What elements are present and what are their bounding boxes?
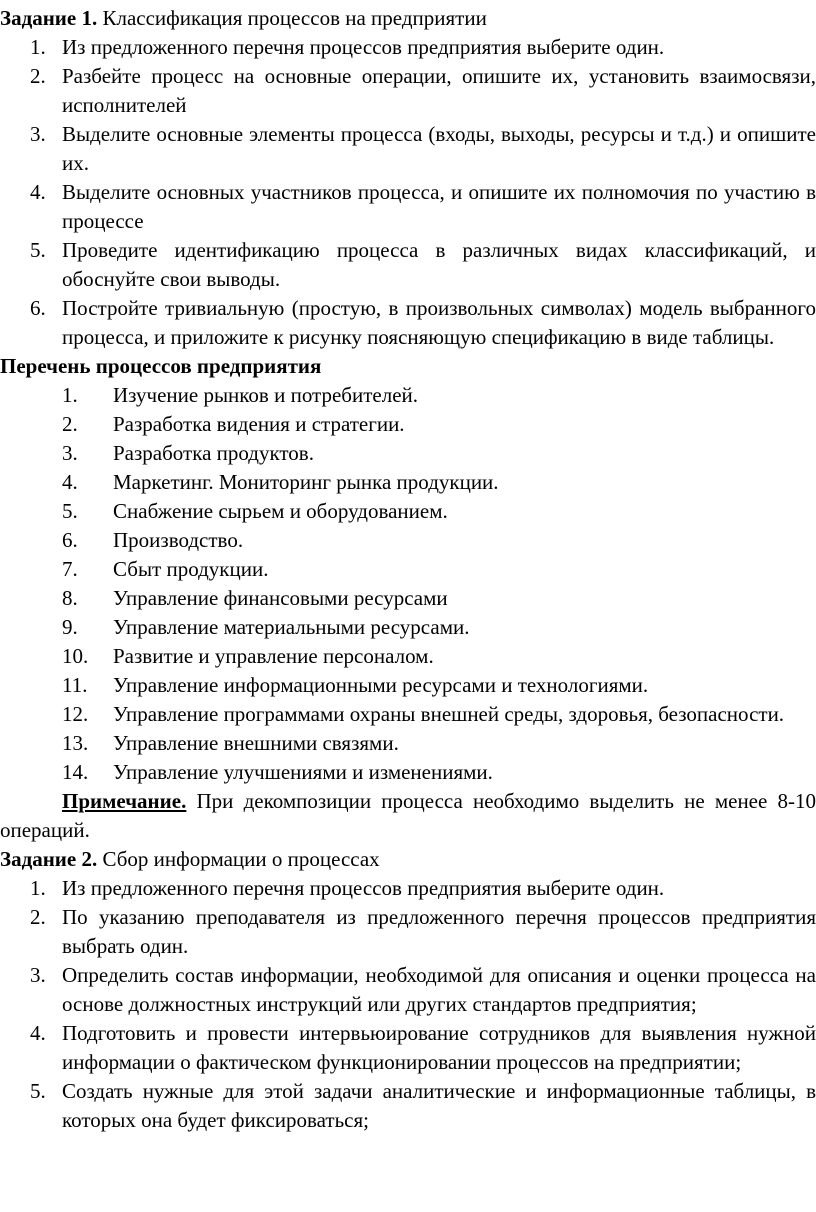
note-text: При декомпозиции процесса необходимо выделить не менее 8-10 операций.	[0, 789, 816, 842]
list-item-text: Постройте тривиальную (простую, в произвольных символах) модель выбранного процесса, и приложите к рисунку поясняющую спецификацию в виде таблицы.	[62, 296, 816, 349]
list-item-text: Проведите идентификацию процесса в различных видах классификаций, и обоснуйте свои выводы.	[62, 238, 816, 291]
note-label: Примечание.	[62, 789, 187, 813]
list-item-number: 1.	[62, 383, 78, 407]
list-item	[0, 410, 816, 439]
list-item-number: 9.	[62, 615, 78, 639]
list-item	[0, 381, 816, 410]
list-item	[0, 497, 816, 526]
list-item-text: Разработка видения и стратегии.	[113, 412, 405, 436]
list-item-number: 13.	[62, 731, 89, 755]
list-item	[0, 1077, 816, 1135]
list-item-number: 3.	[30, 963, 46, 987]
list-item	[0, 903, 816, 961]
list-item-number: 4.	[62, 470, 78, 494]
list-item	[0, 613, 816, 642]
list-item-text: Производство.	[113, 528, 244, 552]
task1-list	[0, 33, 816, 352]
list-item	[0, 526, 816, 555]
list-item-number: 5.	[30, 238, 46, 262]
list-item	[0, 178, 816, 236]
list-item	[0, 62, 816, 120]
list-item-text: Создать нужные для этой задачи аналитические и информационные таблицы, в которых она будет фиксироваться;	[62, 1079, 816, 1132]
task2-list	[0, 874, 816, 1135]
list-item	[0, 642, 816, 671]
list-item-number: 12.	[62, 702, 89, 726]
list-item-number: 6.	[30, 296, 46, 320]
task1-heading	[0, 4, 816, 33]
list-item-text: Сбыт продукции.	[113, 557, 269, 581]
list-item	[0, 671, 816, 700]
list-item-text: Выделите основных участников процесса, и опишите их полномочия по участию в процессе	[62, 180, 816, 233]
list-item-number: 2.	[30, 905, 46, 929]
list-item	[0, 729, 816, 758]
list-item-text: Развитие и управление персоналом.	[113, 644, 434, 668]
task2-heading	[0, 845, 816, 874]
list-item-number: 5.	[62, 499, 78, 523]
list-item-number: 3.	[30, 122, 46, 146]
list-item-number: 7.	[62, 557, 78, 581]
list-item-text: Изучение рынков и потребителей.	[113, 383, 419, 407]
list-item-text: Управление улучшениями и изменениями.	[113, 760, 493, 784]
list-item-number: 10.	[62, 644, 89, 668]
list-item	[0, 468, 816, 497]
processes-title: Перечень процессов предприятия	[0, 354, 322, 378]
task2-label: Задание 2.	[0, 847, 98, 871]
list-item-number: 11.	[62, 673, 88, 697]
task2-title: Сбор информации о процессах	[102, 847, 380, 871]
list-item-text: Из предложенного перечня процессов предприятия выберите один.	[62, 35, 665, 59]
list-item	[0, 439, 816, 468]
note-paragraph	[0, 787, 816, 845]
list-item-text: Управление информационными ресурсами и технологиями.	[113, 673, 649, 697]
list-item	[0, 584, 816, 613]
list-item	[0, 700, 816, 729]
list-item	[0, 1019, 816, 1077]
list-item	[0, 874, 816, 903]
list-item-text: Разбейте процесс на основные операции, опишите их, установить взаимосвязи, исполнителей	[62, 64, 816, 117]
list-item	[0, 758, 816, 787]
list-item-number: 2.	[30, 64, 46, 88]
list-item	[0, 33, 816, 62]
list-item-text: Снабжение сырьем и оборудованием.	[113, 499, 448, 523]
list-item	[0, 294, 816, 352]
list-item-text: Управление внешними связями.	[113, 731, 399, 755]
list-item-number: 5.	[30, 1079, 46, 1103]
list-item-text: Выделите основные элементы процесса (входы, выходы, ресурсы и т.д.) и опишите их.	[62, 122, 816, 175]
list-item-number: 8.	[62, 586, 78, 610]
list-item-text: Управление программами охраны внешней среды, здоровья, безопасности.	[113, 702, 785, 726]
list-item-number: 1.	[30, 35, 46, 59]
list-item-number: 4.	[30, 180, 46, 204]
list-item-text: Из предложенного перечня процессов предприятия выберите один.	[62, 876, 665, 900]
list-item-number: 2.	[62, 412, 78, 436]
list-item-text: По указанию преподавателя из предложенного перечня процессов предприятия выбрать один.	[62, 905, 816, 958]
list-item-text: Управление материальными ресурсами.	[113, 615, 470, 639]
task1-title: Классификация процессов на предприятии	[102, 6, 487, 30]
list-item	[0, 961, 816, 1019]
list-item-number: 14.	[62, 760, 89, 784]
task1-label: Задание 1.	[0, 6, 98, 30]
list-item	[0, 120, 816, 178]
list-item-text: Управление финансовыми ресурсами	[113, 586, 448, 610]
list-item-number: 4.	[30, 1021, 46, 1045]
list-item-number: 1.	[30, 876, 46, 900]
processes-list	[0, 381, 816, 787]
list-item-number: 3.	[62, 441, 78, 465]
list-item-number: 6.	[62, 528, 78, 552]
list-item-text: Маркетинг. Мониторинг рынка продукции.	[113, 470, 499, 494]
list-item	[0, 236, 816, 294]
list-item-text: Разработка продуктов.	[113, 441, 314, 465]
list-item-text: Подготовить и провести интервьюирование сотрудников для выявления нужной информации о фактическом функционировании процессов на предприятии;	[62, 1021, 816, 1074]
list-item	[0, 555, 816, 584]
list-item-text: Определить состав информации, необходимой для описания и оценки процесса на основе должностных инструкций или других стандартов предприятия;	[62, 963, 816, 1016]
